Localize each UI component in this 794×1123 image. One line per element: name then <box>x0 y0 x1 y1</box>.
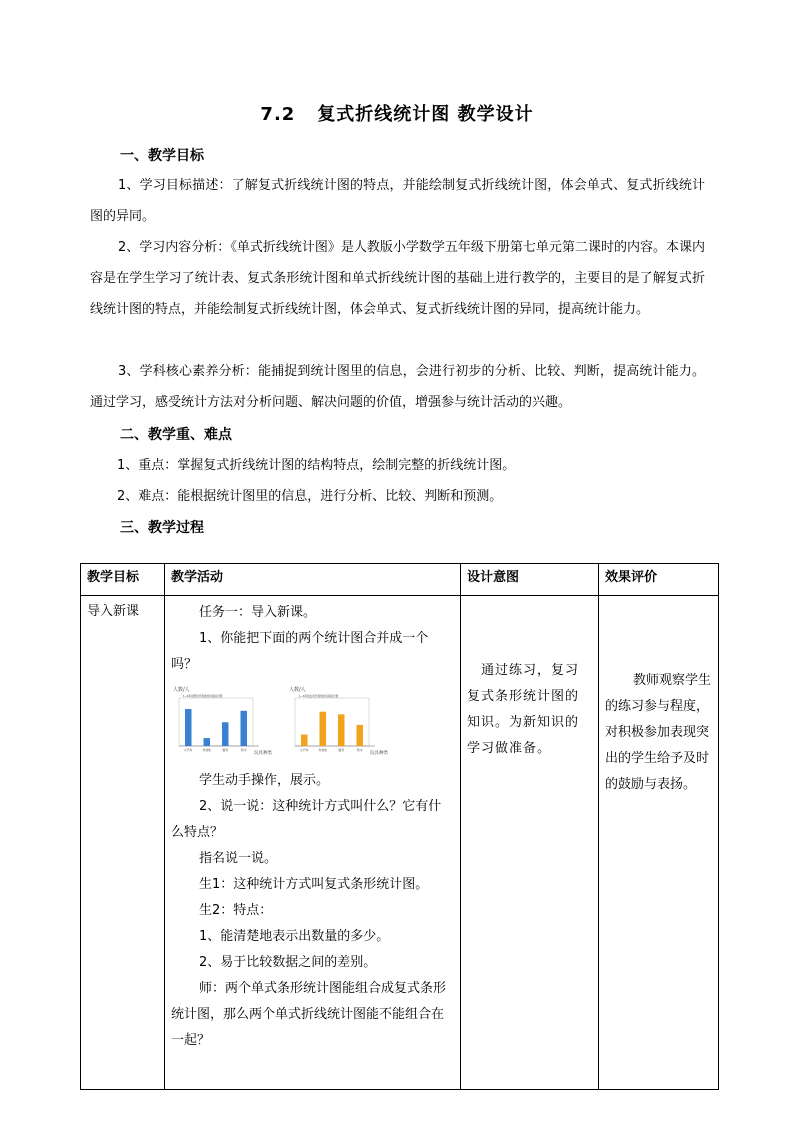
header-intent: 设计意图 <box>461 564 599 596</box>
activity-line: 学生动手操作，展示。 <box>199 773 330 788</box>
page-title <box>0 100 794 126</box>
activity-line: 1、能清楚地表示出数量的多少。 <box>199 929 390 944</box>
intent-cell: 通过练习，复习复式条形统计图的知识。为新知识的学习做准备。 <box>461 596 599 1090</box>
chart-bar <box>185 709 191 746</box>
section-heading-objectives: 一、教学目标 <box>120 148 204 164</box>
activity-line: 1、你能把下面的两个统计图合并成一个吗？ <box>171 631 429 672</box>
keypoint-difficulty: 2、难点：能根据统计图里的信息，进行分析、比较、判断和预测。 <box>117 489 503 504</box>
lesson-table <box>80 563 719 1090</box>
activity-line: 生2：特点： <box>199 903 273 918</box>
section-heading-process: 三、教学过程 <box>120 520 204 536</box>
header-goal: 教学目标 <box>81 564 165 596</box>
header-evaluation: 效果评价 <box>599 564 719 596</box>
chart-bar <box>204 738 210 746</box>
bar-chart-boys <box>171 684 279 760</box>
chart-ylabel: 人数/人 <box>289 687 306 693</box>
chart-xlabel: 玩具种类 <box>370 751 388 756</box>
chart-category-label: 布娃娃 <box>318 748 327 752</box>
keypoint-focus: 1、重点：掌握复式折线统计图的结构特点，绘制完整的折线统计图。 <box>117 458 516 473</box>
chart-category-label: 布娃娃 <box>202 748 211 752</box>
chart-bar <box>241 711 247 746</box>
objective-3: 3、学科核心素养分析：能捕捉到统计图里的信息，会进行初步的分析、比较、判断，提高统计能力。通过学习，感受统计方法对分析问题、解决问题的价值，增强参与统计活动的兴趣。 <box>90 364 705 410</box>
activity-line: 指名说一说。 <box>199 851 278 866</box>
objective-2: 2、学习内容分析：《单式折线统计图》是人教版小学数学五年级下册第七单元第二课时的内容。本课内容是在学生学习了统计表、复式条形统计图和单式折线统计图的基础上进行教学的，主要目的是了解复式折线统计图的特点，并能绘制复式折线统计图，体会单式、复式折线统计图的异同，提高统计能力。 <box>90 240 705 317</box>
chart-category-label: 画笔 <box>338 748 345 752</box>
table-header-row <box>81 564 719 596</box>
chart-category-label: 画笔 <box>222 748 229 752</box>
activity-cell <box>165 596 461 1090</box>
table-row <box>81 596 719 1090</box>
chart-title: 1~6年级男同学喜欢的玩具统计图 <box>183 695 223 698</box>
chart-xlabel: 玩具种类 <box>254 751 272 756</box>
title-number: 7.2 <box>260 104 296 125</box>
chart-ylabel: 人数/人 <box>173 687 190 693</box>
objective-1: 1、学习目标描述：了解复式折线统计图的特点，并能绘制复式折线统计图，体会单式、复式折线统计图的异同。 <box>90 178 705 224</box>
chart-bar <box>338 714 344 746</box>
activity-line: 2、说一说：这种统计方式叫什么？它有什么特点？ <box>171 799 442 840</box>
bar-chart-pair <box>171 684 454 760</box>
header-activity: 教学活动 <box>165 564 461 596</box>
chart-category-label: 积木 <box>240 748 247 752</box>
bar-chart-girls <box>287 684 395 760</box>
evaluation-cell: 教师观察学生的练习参与程度，对积极参加表现突出的学生给予及时的鼓励与表扬。 <box>599 596 719 1090</box>
goal-cell: 导入新课 <box>81 596 165 1090</box>
activity-line: 师：两个单式条形统计图能组合成复式条形统计图，那么两个单式折线统计图能不能组合在一起？ <box>171 981 447 1048</box>
chart-title: 1~6年级女同学喜欢的玩具统计图 <box>299 695 339 698</box>
activity-line: 任务一：导入新课。 <box>199 605 317 620</box>
title-text: 复式折线统计图 教学设计 <box>317 104 534 125</box>
activity-line: 生1：这种统计方式叫复式条形统计图。 <box>199 877 429 892</box>
chart-category-label: 小汽车 <box>184 748 193 752</box>
chart-bar <box>301 735 307 746</box>
chart-category-label: 小汽车 <box>300 748 309 752</box>
activity-line: 2、易于比较数据之间的差别。 <box>199 955 377 970</box>
chart-category-label: 积木 <box>356 748 363 752</box>
chart-bar <box>357 725 363 746</box>
chart-bar <box>222 722 228 746</box>
section-heading-keypoints: 二、教学重、难点 <box>120 427 232 443</box>
chart-bar <box>320 712 326 746</box>
